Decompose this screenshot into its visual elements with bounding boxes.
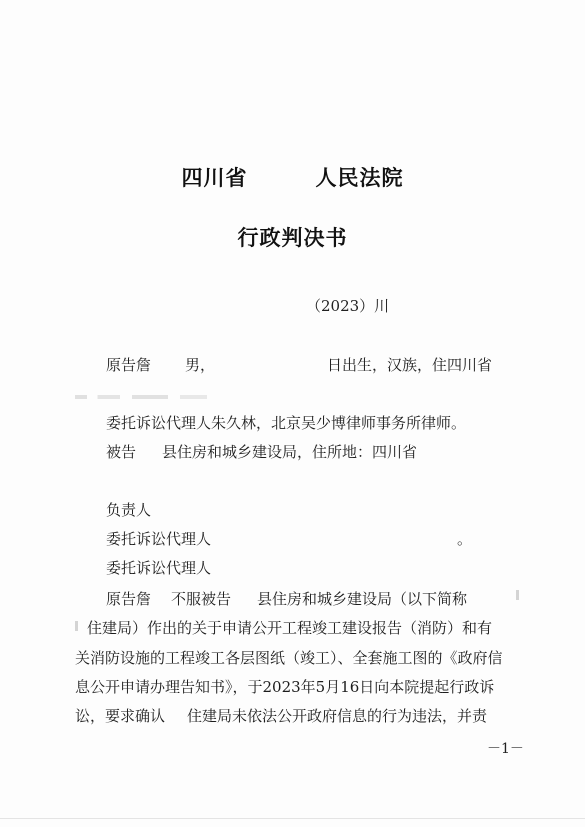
defendant-agent-label-1: 委托诉讼代理人 xyxy=(106,530,212,548)
document-type-heading: 行政判决书 xyxy=(237,225,348,250)
paragraph-line-1-part-c: 县住房和城乡建设局（以下简称 xyxy=(257,590,468,608)
paragraph-line-4: 息公开申请办理告知书》，于2023年5月16日向本院提起行政诉 xyxy=(75,678,495,696)
defendant-agent-line-2: 委托诉讼代理人 xyxy=(106,559,212,577)
defendant-agent-line-1 xyxy=(106,529,472,549)
defendant-label: 被告 xyxy=(106,443,137,461)
paragraph-line-5 xyxy=(75,706,487,726)
defendant-line xyxy=(106,442,417,462)
court-name-suffix: 人民法院 xyxy=(315,165,404,190)
court-name-heading xyxy=(0,162,585,192)
plaintiff-agent-line: 委托诉讼代理人朱久林，北京吴少博律师事务所律师。 xyxy=(106,414,467,432)
scan-mark xyxy=(75,621,78,631)
paragraph-line-5-part-a: 讼，要求确认 xyxy=(75,707,166,725)
page-bottom-edge xyxy=(0,818,585,819)
responsible-person-line: 负责人 xyxy=(106,501,152,519)
paragraph-line-5-part-b: 住建局未依法公开政府信息的行为违法，并责 xyxy=(187,707,488,725)
plaintiff-gender: 男， xyxy=(185,356,216,374)
defendant-agent-end-1: 。 xyxy=(457,530,473,548)
paragraph-line-1 xyxy=(106,589,467,609)
paragraph-line-2: 住建局）作出的关于申请公开工程竣工建设报告（消防）和有 xyxy=(87,619,493,637)
plaintiff-line xyxy=(106,355,492,375)
case-number: （2023）川 xyxy=(306,297,390,315)
scan-mark xyxy=(516,590,519,600)
paragraph-line-1-part-b: 不服被告 xyxy=(171,590,232,608)
paragraph-line-3: 关消防设施的工程竣工各层图纸（竣工）、全套施工图的《政府信 xyxy=(75,649,503,667)
page-number: －1－ xyxy=(487,741,524,757)
defendant-name-address: 县住房和城乡建设局，住所地：四川省 xyxy=(162,443,418,461)
plaintiff-birth-ethnicity-address: 日出生，汉族，住四川省 xyxy=(327,356,493,374)
redacted-address-line xyxy=(75,395,225,399)
paragraph-line-1-part-a: 原告詹 xyxy=(106,590,152,608)
court-name-prefix: 四川省 xyxy=(181,165,248,190)
plaintiff-label: 原告詹 xyxy=(106,356,152,374)
